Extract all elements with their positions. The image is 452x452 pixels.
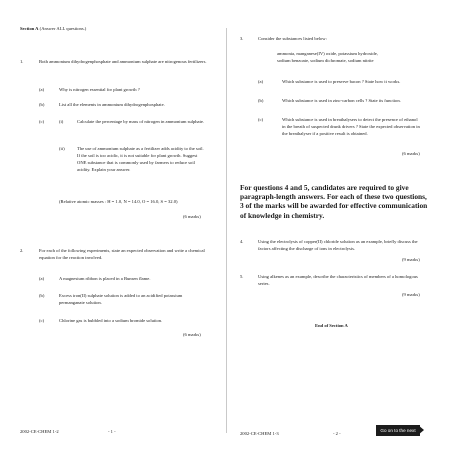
next-page-banner: Go on to the next page — [376, 425, 420, 436]
question-number: 4. — [240, 239, 244, 244]
question-text: Using alkenes as an example, describe the characteristics of members of a homologous series. — [258, 274, 418, 286]
footer-code: 2002-CE-CHEM 1-3 — [240, 431, 279, 436]
marks: (9 marks) — [402, 292, 420, 297]
section-title: Section A — [20, 26, 39, 31]
arrow-right-icon — [418, 425, 424, 435]
page-number: - 2 - — [333, 431, 341, 436]
question-number: 5. — [240, 274, 244, 279]
question-number: 3. — [240, 36, 244, 41]
question-intro: Consider the substances listed below: — [258, 36, 327, 41]
section-heading — [20, 25, 86, 32]
part-label: (c) — [258, 117, 264, 122]
part-text: A magnesium ribbon is placed in a Bunsen flame. — [59, 276, 151, 281]
part-text: Chlorine gas is bubbled into a sodium bromide solution. — [59, 318, 163, 323]
part-text: List all the elements in ammonium dihydrogenphosphate. — [59, 102, 165, 107]
question-intro: Both ammonium dihydrogenphosphate and ammonium sulphate are nitrogenous fertilizers. — [39, 59, 207, 64]
part-text: Which substance is used to preserve bacon ? State how it works. — [282, 79, 401, 84]
part-text: Which substance is used in breathalysers to detect the presence of ethanol in the breath of suspected drunk drivers ? State the expected observation in the breathalyser if a positive result is obtained. — [282, 117, 420, 136]
substance-list: sodium benzoate, sodium dichromate, sodium nitrite — [277, 58, 374, 63]
marks: (6 marks) — [183, 214, 201, 219]
marks: (6 marks) — [402, 151, 420, 156]
question-intro: For each of the following experiments, state an expected observation and write a chemical equation for the reaction involved. — [39, 248, 205, 260]
question-number: 1. — [20, 59, 24, 64]
part-label: (a) — [39, 276, 45, 281]
part-text: Why is nitrogen essential for plant growth ? — [59, 87, 140, 92]
part-label: (b) — [39, 293, 45, 298]
question-text: Using the electrolysis of copper(II) chloride solution as an example, briefly discuss the factors affecting the discharge of ions in electrolysis. — [258, 239, 418, 251]
question-number: 2. — [20, 248, 24, 253]
subpart-text: The use of ammonium sulphate as a fertilizer adds acidity to the soil. If the soil is too acidic, it is not suitable for plant growth. Suggest ONE substance that is commonly used by farmers to reduce soil acidity. Explain your answer. — [77, 146, 204, 172]
page-number: - 1 - — [108, 429, 116, 434]
subpart-label: (ii) — [59, 146, 65, 151]
subpart-label: (i) — [59, 119, 64, 124]
footer-code: 2002-CE-CHEM 1-2 — [20, 429, 59, 434]
end-of-section: End of Section A — [315, 323, 348, 328]
part-label: (b) — [258, 98, 264, 103]
page-divider — [226, 28, 227, 433]
part-label: (a) — [258, 79, 264, 84]
section-instruction: (Answer ALL questions.) — [39, 26, 87, 31]
part-text: Excess iron(II) sulphate solution is added to an acidified potassium permanganate solution. — [59, 293, 183, 305]
marks: (6 marks) — [183, 332, 201, 337]
marks: (9 marks) — [402, 257, 420, 262]
part-label: (a) — [39, 87, 45, 92]
substance-list: ammonia, manganese(IV) oxide, potassium hydroxide, — [277, 51, 378, 56]
part-label: (b) — [39, 102, 45, 107]
subpart-text: Calculate the percentage by mass of nitrogen in ammonium sulphate. — [77, 119, 205, 124]
part-text: Which substance is used in zinc-carbon cells ? State its function. — [282, 98, 401, 103]
part-label: (c) — [39, 119, 45, 124]
paragraph-instruction: For questions 4 and 5, candidates are required to give paragraph-length answers. For each of these two questions, 3 of the marks will be awarded for effective communication of knowledge in chemistry. — [240, 183, 428, 220]
relative-atomic-masses: (Relative atomic masses : H = 1.0, N = 14.0, O = 16.0, S = 32.0) — [59, 199, 178, 204]
part-label: (c) — [39, 318, 45, 323]
